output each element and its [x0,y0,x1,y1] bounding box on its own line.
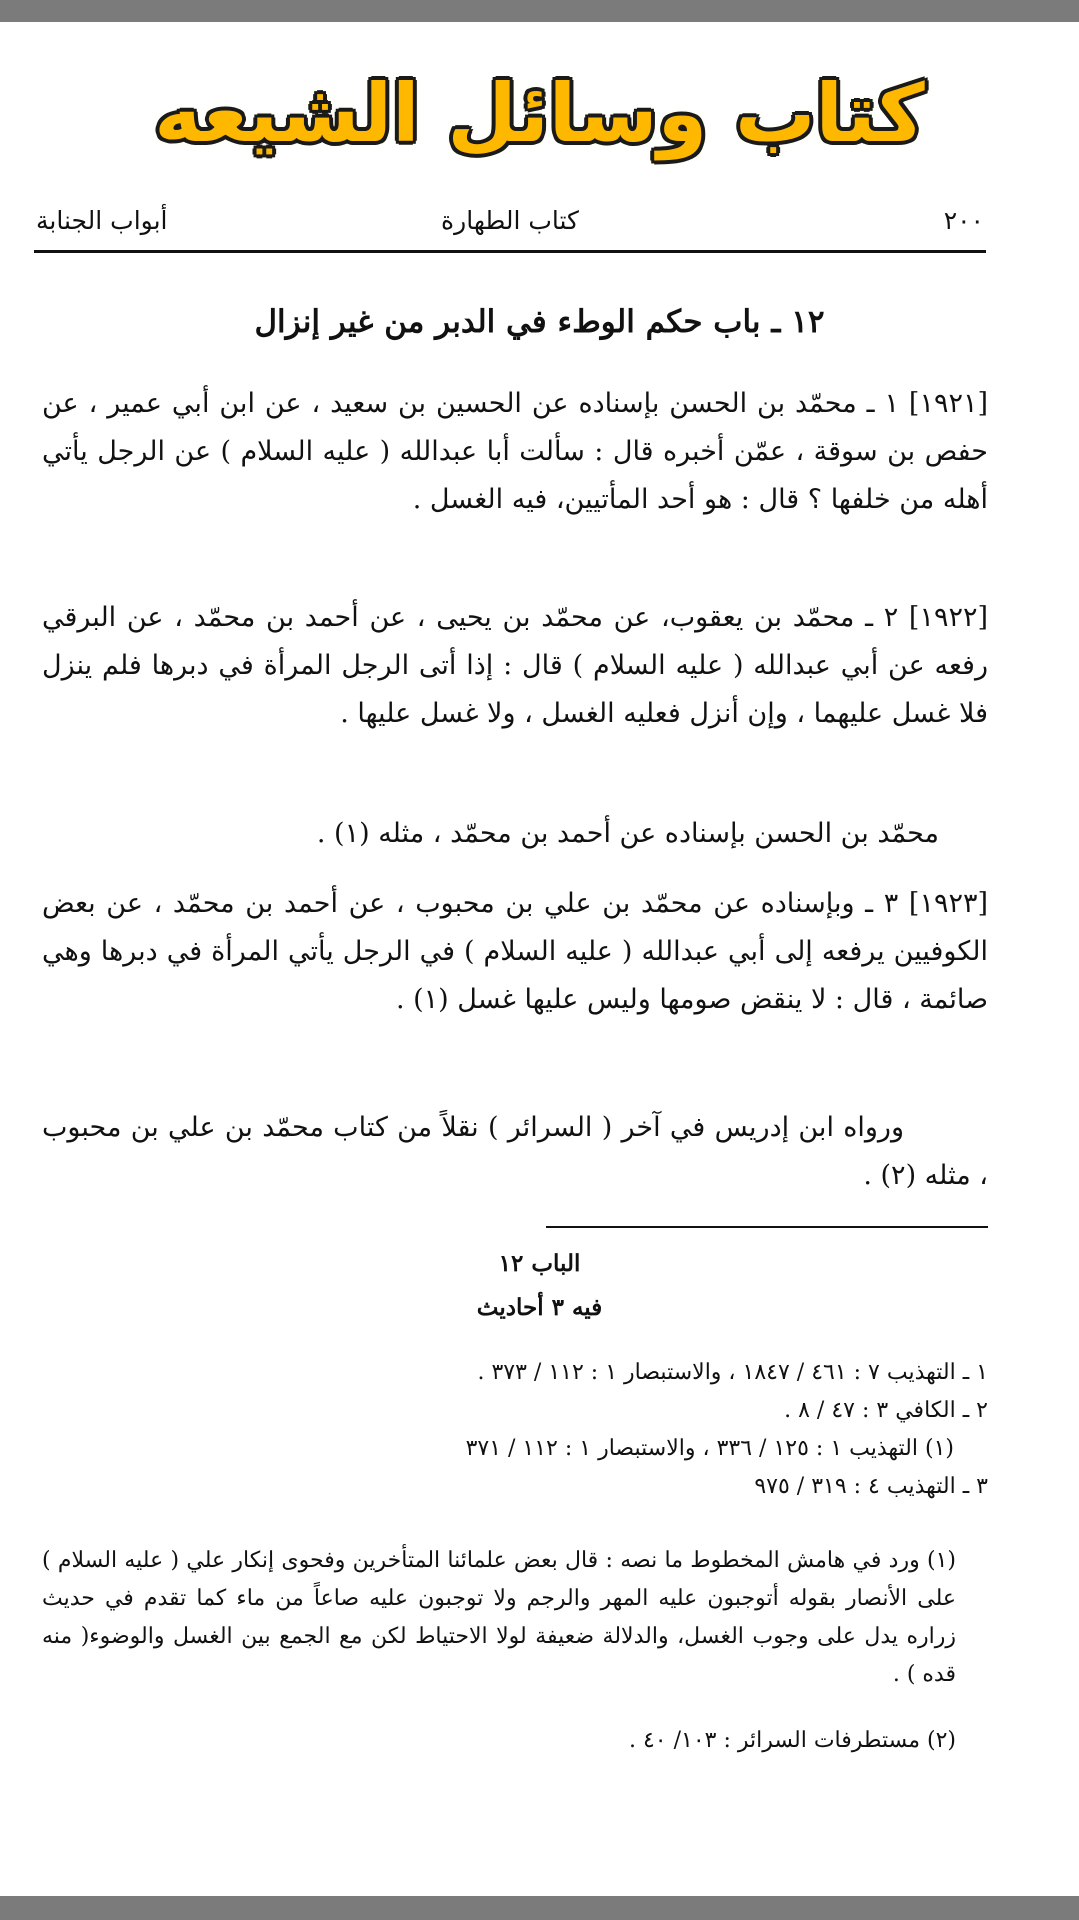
bottom-bar [0,1896,1079,1920]
source-3: ٣ ـ التهذيب ٤ : ٣١٩ / ٩٧٥ [754,1474,988,1499]
page-number: ٢٠٠ [943,206,984,235]
page-header [36,206,984,246]
chapter-summary [0,1242,1079,1330]
page [0,22,1079,1896]
book-section: كتاب الطهارة [441,206,579,235]
footnote-separator [546,1226,988,1228]
summary-count: فيه ٣ أحاديث [476,1294,603,1321]
hadith-1923: [١٩٢٣] ٣ ـ وبإسناده عن محمّد بن علي بن محبوب ، عن أحمد بن محمّد ، عن بعض الكوفيين يرفعه إلى أبي عبدالله ( عليه السلام ) في الرجل يأتي المرأة في دبرها وهي صائمة ، قال : لا ينقض صومها وليس عليها غسل (١) . [42,888,988,1015]
banner-title: كتاب وسائل الشيعه [154,67,925,160]
sources-list [42,1354,988,1506]
hadith-1922: [١٩٢٢] ٢ ـ محمّد بن يعقوب، عن محمّد بن يحيى ، عن أحمد بن محمّد ، عن البرقي رفعه عن أبي عبدالله ( عليه السلام ) قال : إذا أتى الرجل المرأة في دبرها فلم ينزل فلا غسل عليهما ، وإن أنزل فعليه الغسل ، ولا غسل عليها . [42,602,988,729]
chapter-title: ١٢ ـ باب حكم الوطء في الدبر من غير إنزال [254,304,825,340]
source-2: ٢ ـ الكافي ٣ : ٤٧ / ٨ . [784,1398,988,1423]
top-bar [0,0,1079,22]
margin-note-2: (٢) مستطرفات السرائر : ١٠٣/ ٤٠ . [628,1728,956,1753]
source-2-footnote: (١) التهذيب ١ : ١٢٥ / ٣٣٦ ، والاستبصار ١ : ١١٢ / ٣٧١ [465,1436,954,1461]
hadith-1921: [١٩٢١] ١ ـ محمّد بن الحسن بإسناده عن الحسين بن سعيد ، عن ابن أبي عمير ، عن حفص بن سوقة ، عمّن أخبره قال : سألت أبا عبدالله ( عليه السلام ) عن الرجل يأتي أهله من خلفها ؟ قال : هو أحد المأتيين، فيه الغسل . [42,388,988,515]
header-rule [34,250,986,253]
chapter-group: أبواب الجنابة [36,206,168,235]
source-1: ١ ـ التهذيب ٧ : ٤٦١ / ١٨٤٧ ، والاستبصار ١ : ١١٢ / ٣٧٣ . [477,1360,988,1385]
hadith-1922-alt-chain: محمّد بن الحسن بإسناده عن أحمد بن محمّد ، مثله (١) . [316,818,939,849]
hadith-1923-alt-chain: ورواه ابن إدريس في آخر ( السرائر ) نقلاً من كتاب محمّد بن علي بن محبوب ، مثله (٢) . [42,1112,988,1191]
summary-chapter: الباب ١٢ [498,1250,581,1277]
margin-note-1: (١) ورد في هامش المخطوط ما نصه : قال بعض علمائنا المتأخرين وفحوى إنكار علي ( عليه السلام ) على الأنصار بقوله أتوجبون عليه المهر والرجم ولا توجبون عليه صاعاً من ماء كما تقدم في حديث زراره يدل على وجوب الغسل، والدلالة ضعيفة لولا الاحتياط لكن مع الجمع بين الغسل والوضوء( منه قده ) . [42,1548,956,1687]
